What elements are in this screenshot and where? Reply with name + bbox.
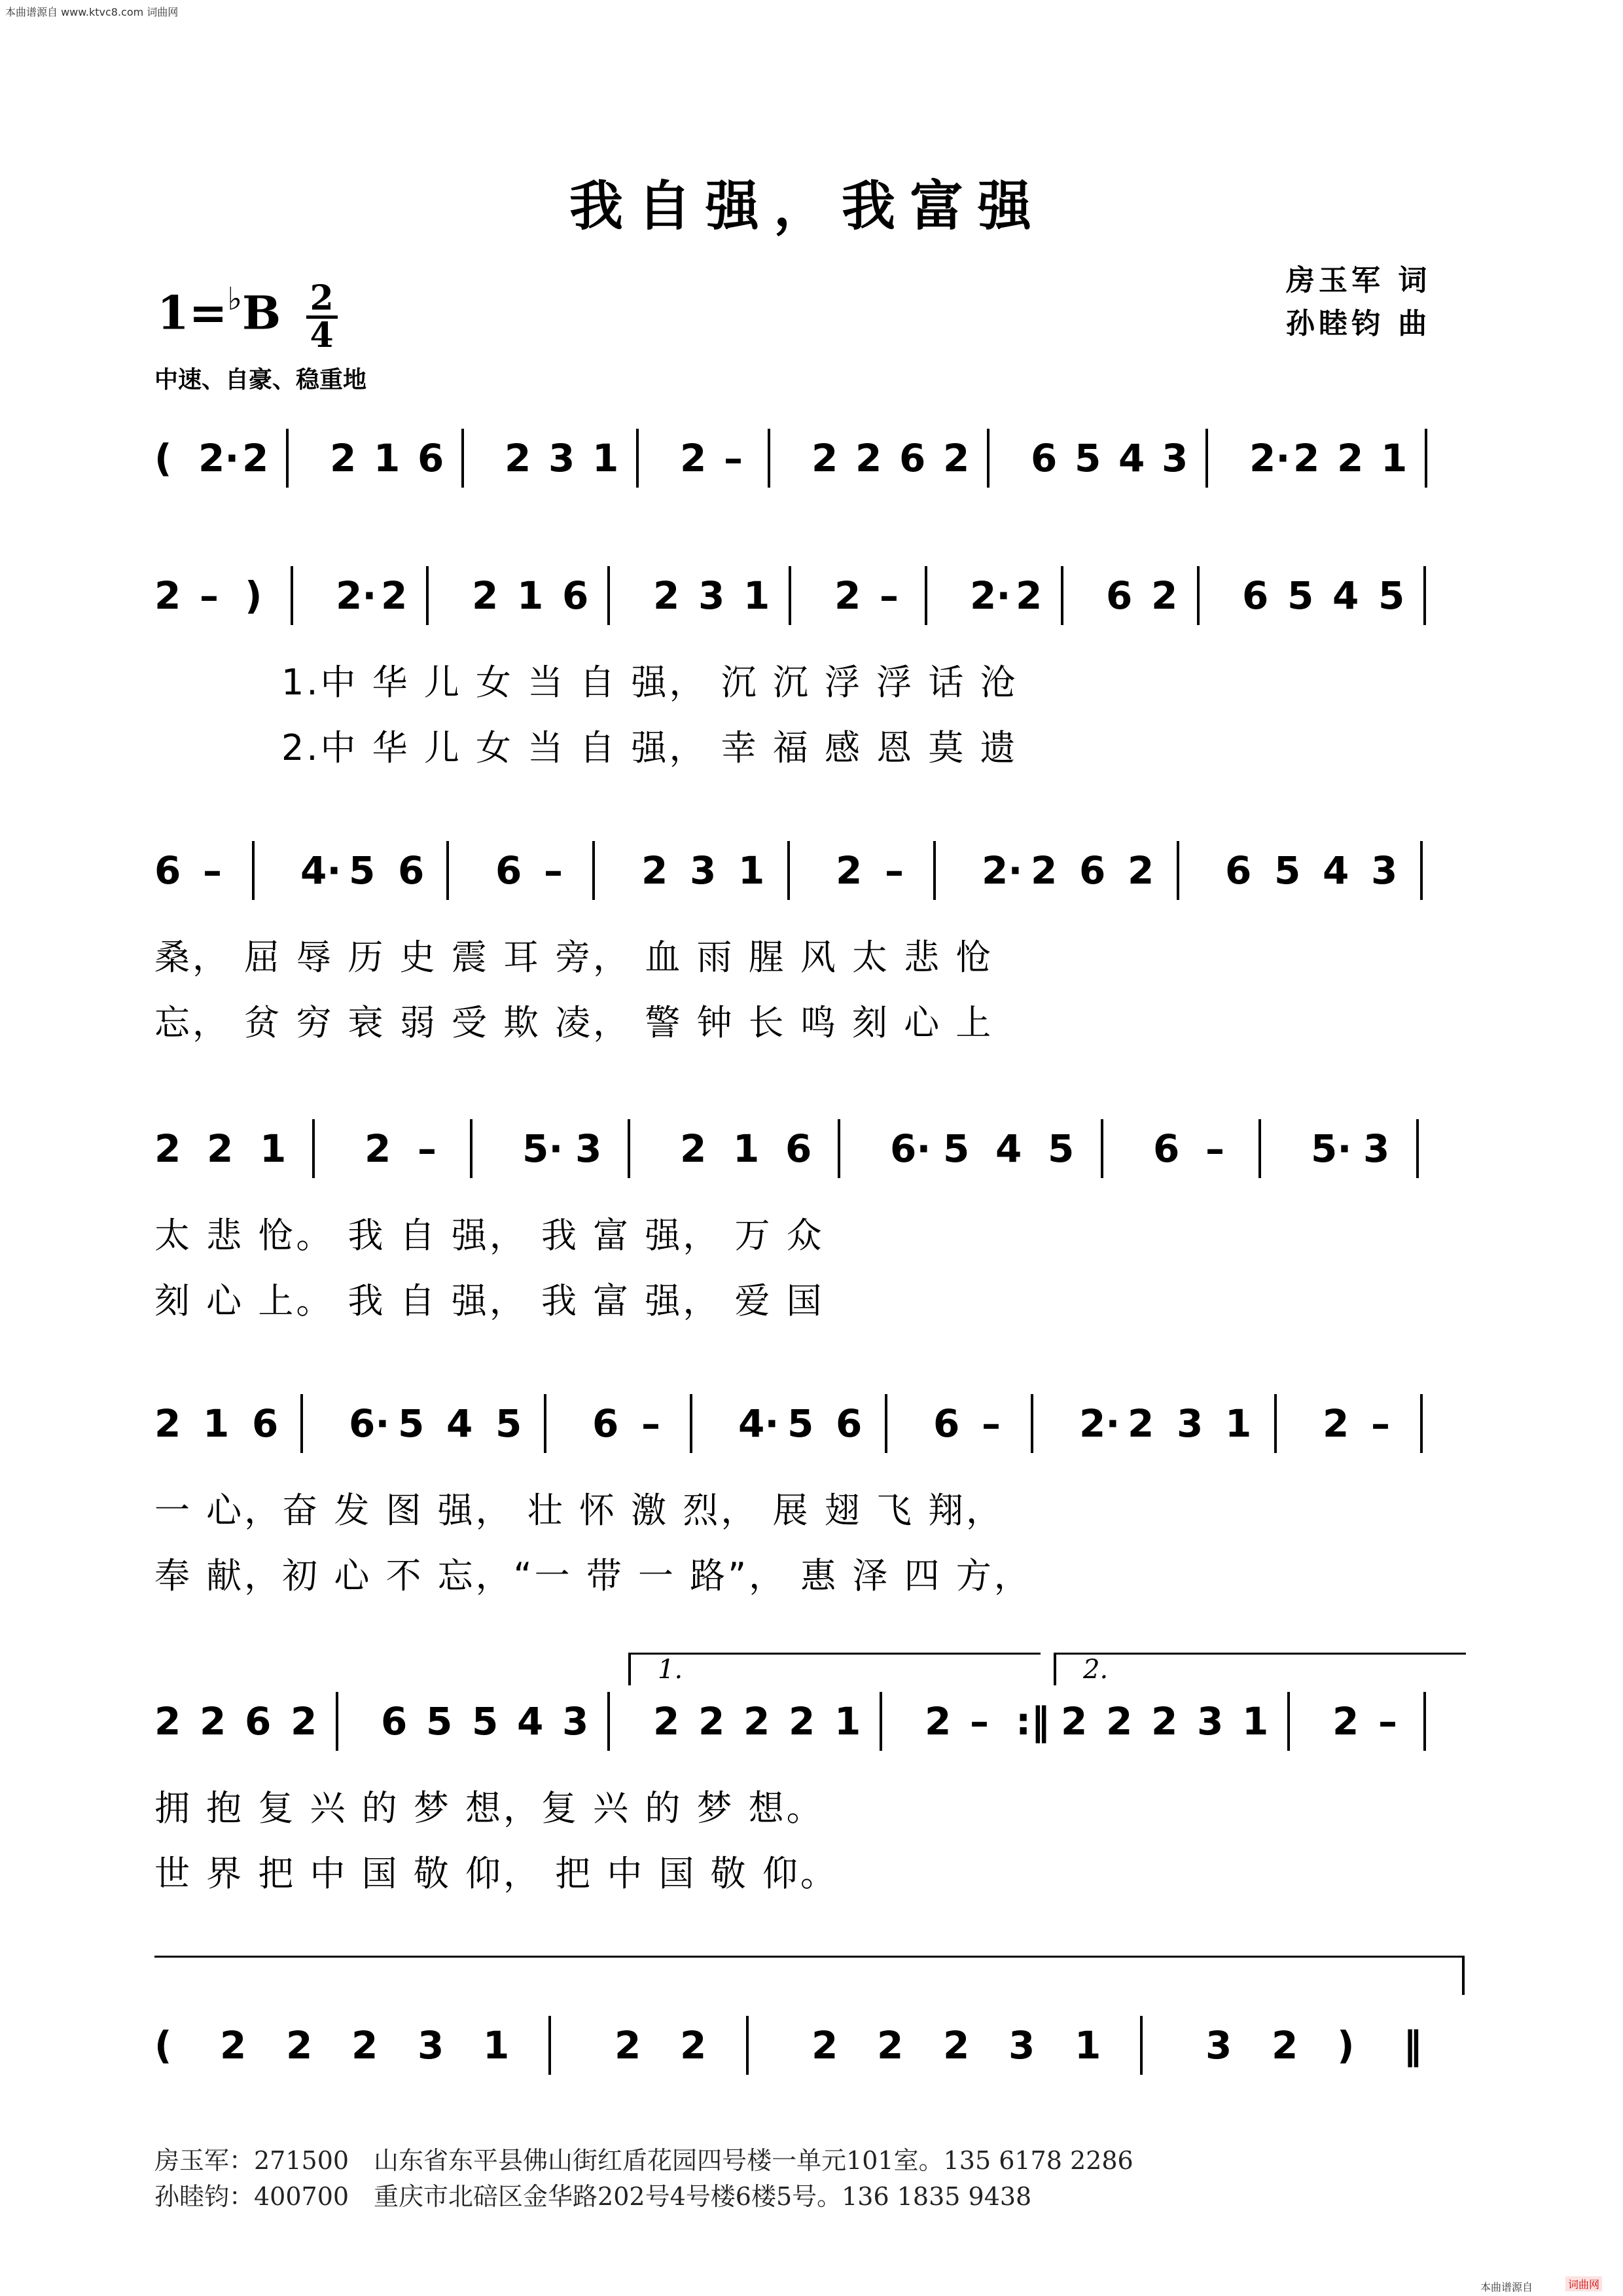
barline: [933, 841, 936, 900]
barline: [628, 1119, 630, 1178]
note-token: 4·: [300, 848, 342, 893]
note-token: 2: [1151, 573, 1178, 618]
barline: [592, 841, 595, 900]
note-token: 2: [680, 2023, 707, 2068]
note-token: 3: [1197, 1699, 1224, 1744]
barline: [1140, 2016, 1143, 2075]
note-token: –: [641, 1401, 660, 1446]
note-token: 2: [943, 436, 970, 480]
note-token: 2: [154, 1699, 181, 1744]
note-token: 5·: [1311, 1126, 1352, 1171]
barline: [1416, 1119, 1419, 1178]
barline: [880, 1692, 882, 1751]
barline: [1274, 1394, 1277, 1453]
barline: [1061, 566, 1063, 625]
lyric-line-2-verse-2: 忘， 贫 穷 衰 弱 受 欺 凌， 警 钟 长 鸣 刻 心 上: [154, 1002, 994, 1043]
note-token: 6: [899, 436, 926, 480]
staff-row-3: [0, 1113, 1623, 1185]
barline: [789, 566, 791, 625]
note-token: 4: [1118, 436, 1145, 480]
note-token: 2: [698, 1699, 725, 1744]
barline: [1423, 566, 1426, 625]
note-token: 1: [260, 1126, 287, 1171]
note-token: 2: [789, 1699, 815, 1744]
note-token: 3: [1205, 2023, 1232, 2068]
note-token: 2: [1151, 1699, 1178, 1744]
barline: [291, 566, 293, 625]
barline: [746, 2016, 749, 2075]
note-token: 6: [785, 1126, 812, 1171]
note-token: 2·: [970, 573, 1011, 618]
note-token: 2: [207, 1126, 234, 1171]
barline: [607, 566, 610, 625]
outro-frame-hook: [1462, 1956, 1465, 1995]
barline: [1101, 1119, 1103, 1178]
note-token: 2·: [982, 848, 1023, 893]
barline: [461, 429, 464, 488]
lyric-line-5-verse-1: 拥 抱 复 兴 的 梦 想，复 兴 的 梦 想。: [154, 1787, 825, 1829]
note-token: –: [724, 436, 743, 480]
staff-row-5: [0, 1685, 1623, 1757]
note-token: 2: [943, 2023, 970, 2068]
note-token: 2: [154, 573, 181, 618]
note-token: 2: [286, 2023, 313, 2068]
note-token: 2: [1272, 2023, 1298, 2068]
footer-line-2: 孙睦钧：400700 重庆市北碚区金华路202号4号楼6楼5号。136 1835 9438: [154, 2182, 1032, 2211]
volta-2-line: [1054, 1653, 1466, 1655]
note-token: 1: [1381, 436, 1408, 480]
note-token: 6: [252, 1401, 279, 1446]
note-token: 2: [834, 573, 861, 618]
barline: [470, 1119, 473, 1178]
note-token: 2: [1128, 1401, 1154, 1446]
note-token: 1: [738, 848, 765, 893]
note-token: 3: [1363, 1126, 1390, 1171]
note-token: 2: [1061, 1699, 1088, 1744]
volta-2-hook: [1054, 1653, 1056, 1685]
note-token: 4: [446, 1401, 473, 1446]
note-token: 2: [925, 1699, 952, 1744]
barline: [1425, 429, 1427, 488]
note-token: 2: [812, 436, 838, 480]
flat-icon: ♭: [227, 280, 242, 317]
barline: [607, 1692, 610, 1751]
note-token: 2: [653, 573, 680, 618]
note-token: 1: [733, 1126, 760, 1171]
note-token: 6: [1079, 848, 1106, 893]
barline: [1258, 1119, 1261, 1178]
barline: [300, 1394, 303, 1453]
staff-row-4: [0, 1388, 1623, 1460]
note-token: 5: [787, 1401, 814, 1446]
note-token: 2: [680, 436, 707, 480]
barline: [544, 1394, 546, 1453]
note-token: –: [970, 1699, 989, 1744]
note-token: 2: [351, 2023, 378, 2068]
staff-row-outro: [0, 2009, 1623, 2081]
note-token: 3: [1177, 1401, 1204, 1446]
barline: [252, 841, 255, 900]
note-token: –: [200, 573, 219, 618]
note-token: 6: [398, 848, 425, 893]
note-token: (: [154, 436, 172, 480]
note-token: 2: [1128, 848, 1154, 893]
note-token: –: [203, 848, 222, 893]
note-token: 6: [1031, 436, 1058, 480]
outro-frame-line: [154, 1956, 1463, 1958]
barline: [286, 429, 289, 488]
note-token: –: [1378, 1699, 1397, 1744]
note-token: 6: [933, 1401, 960, 1446]
volta-1-line: [628, 1653, 1041, 1655]
note-token: –: [885, 848, 904, 893]
note-token: 6: [1225, 848, 1252, 893]
note-token: 2: [242, 436, 269, 480]
note-token: 5: [1048, 1126, 1075, 1171]
note-token: 4: [517, 1699, 544, 1744]
note-token: 2: [154, 1401, 181, 1446]
note-token: 5: [472, 1699, 499, 1744]
barline: [312, 1119, 315, 1178]
note-token: 2: [220, 2023, 247, 2068]
note-token: –: [880, 573, 899, 618]
barline: [768, 429, 770, 488]
note-token: ): [1337, 2023, 1355, 2068]
note-token: 3: [562, 1699, 589, 1744]
note-token: 2: [1332, 1699, 1359, 1744]
note-token: :‖: [1016, 1699, 1050, 1744]
staff-row-2: [0, 834, 1623, 906]
note-token: 6: [1106, 573, 1133, 618]
time-numerator: 2: [306, 281, 338, 319]
note-token: 5: [1378, 573, 1405, 618]
note-token: 6·: [349, 1401, 390, 1446]
note-token: 2·: [336, 573, 377, 618]
staff-row-intro: [0, 422, 1623, 494]
footer-line-1: 房玉军：271500 山东省东平县佛山街红盾花园四号楼一单元101室。135 6178 2286: [154, 2146, 1133, 2175]
barline: [1420, 841, 1423, 900]
note-token: 2: [812, 2023, 838, 2068]
note-token: 2·: [1249, 436, 1291, 480]
note-token: 2: [743, 1699, 770, 1744]
note-token: 1: [203, 1401, 230, 1446]
note-token: 6: [836, 1401, 863, 1446]
note-token: 2: [855, 436, 882, 480]
staff-row-1: [0, 560, 1623, 632]
note-token: 1: [1075, 2023, 1101, 2068]
note-token: 5: [398, 1401, 425, 1446]
note-token: 2: [877, 2023, 904, 2068]
volta-2-label: 2.: [1083, 1655, 1109, 1685]
note-token: 2: [291, 1699, 317, 1744]
note-token: 6: [562, 573, 589, 618]
note-token: 6·: [890, 1126, 931, 1171]
note-token: 3: [1008, 2023, 1035, 2068]
note-token: 3: [690, 848, 717, 893]
note-token: 2·: [1079, 1401, 1120, 1446]
note-token: 3: [575, 1126, 602, 1171]
note-token: 2: [653, 1699, 680, 1744]
note-token: 2: [836, 848, 863, 893]
barline: [1423, 1692, 1426, 1751]
note-token: 2: [154, 1126, 181, 1171]
barline: [548, 2016, 551, 2075]
note-token: 2: [365, 1126, 391, 1171]
note-token: 4: [995, 1126, 1022, 1171]
note-token: 3: [698, 573, 725, 618]
barline: [1420, 1394, 1423, 1453]
lyric-line-4-verse-2: 奉 献，初 心 不 忘，“一 带 一 路”， 惠 泽 四 方，: [154, 1555, 1032, 1596]
note-token: 2: [1106, 1699, 1133, 1744]
note-token: 5: [1287, 573, 1314, 618]
note-token: 6: [154, 848, 181, 893]
barline: [838, 1119, 840, 1178]
note-token: 6: [245, 1699, 272, 1744]
note-token: 1: [834, 1699, 861, 1744]
note-token: 3: [1371, 848, 1398, 893]
note-token: 4·: [738, 1401, 779, 1446]
note-token: 6: [592, 1401, 619, 1446]
barline: [1177, 841, 1179, 900]
note-token: 5: [426, 1699, 453, 1744]
watermark-bottom-right: 词曲网: [1565, 2276, 1602, 2291]
note-token: 5: [1274, 848, 1301, 893]
note-token: 1: [1225, 1401, 1252, 1446]
note-token: 2·: [198, 436, 240, 480]
note-token: –: [1371, 1401, 1390, 1446]
note-token: 5: [495, 1401, 522, 1446]
barline: [1205, 429, 1208, 488]
note-token: ): [245, 573, 262, 618]
barline: [336, 1692, 338, 1751]
key-note: B: [242, 285, 281, 340]
note-token: 1: [517, 573, 544, 618]
time-signature: [306, 278, 338, 355]
note-token: 6: [1153, 1126, 1180, 1171]
note-token: –: [544, 848, 563, 893]
barline: [426, 566, 429, 625]
barline: [925, 566, 927, 625]
note-token: 2: [680, 1126, 707, 1171]
barline: [1287, 1692, 1290, 1751]
note-token: 2: [641, 848, 668, 893]
note-token: 1: [1242, 1699, 1269, 1744]
lyric-line-5-verse-2: 世 界 把 中 国 敬 仰， 把 中 国 敬 仰。: [154, 1853, 838, 1894]
key-signature: [157, 278, 338, 355]
note-token: ‖: [1403, 2023, 1422, 2068]
note-token: 2: [1016, 573, 1043, 618]
lyric-line-1-verse-2: 2.中 华 儿 女 当 自 强， 幸 福 感 恩 莫 遗: [281, 727, 1018, 768]
note-token: 1: [743, 573, 770, 618]
lyric-line-1-verse-1: 1.中 华 儿 女 当 自 强， 沉 沉 浮 浮 话 沧: [281, 662, 1018, 703]
note-token: 2: [505, 436, 531, 480]
note-token: 3: [548, 436, 575, 480]
watermark-bottom-left: 本曲谱源自: [1480, 2281, 1533, 2293]
note-token: 3: [418, 2023, 444, 2068]
barline: [1197, 566, 1200, 625]
note-token: 2: [472, 573, 499, 618]
time-denominator: 4: [310, 315, 334, 355]
lyric-line-2-verse-1: 桑， 屈 辱 历 史 震 耳 旁， 血 雨 腥 风 太 悲 怆: [154, 937, 994, 978]
note-token: 5·: [522, 1126, 563, 1171]
barline: [636, 429, 639, 488]
lyricist: 房玉军 词: [1286, 264, 1431, 297]
lyric-line-3-verse-1: 太 悲 怆。 我 自 强， 我 富 强， 万 众: [154, 1215, 825, 1256]
note-token: 5: [943, 1126, 970, 1171]
note-token: 5: [1075, 436, 1101, 480]
note-token: 2: [1337, 436, 1364, 480]
barline: [446, 841, 449, 900]
barline: [690, 1394, 692, 1453]
note-token: 1: [374, 436, 401, 480]
note-token: 4: [1332, 573, 1359, 618]
note-token: 1: [592, 436, 619, 480]
volta-1-label: 1.: [658, 1655, 683, 1685]
note-token: –: [418, 1126, 437, 1171]
note-token: 1: [483, 2023, 510, 2068]
song-title: 我自强，我富强: [569, 175, 1046, 238]
note-token: 4: [1323, 848, 1349, 893]
key-prefix: 1=: [157, 285, 228, 340]
note-token: 2: [330, 436, 357, 480]
note-token: 2: [1031, 848, 1058, 893]
note-token: 2: [1323, 1401, 1349, 1446]
volta-1-hook: [628, 1653, 631, 1685]
note-token: 6: [495, 848, 522, 893]
composer: 孙睦钧 曲: [1286, 307, 1431, 340]
tempo-marking: 中速、自豪、稳重地: [154, 367, 367, 393]
note-token: 2: [1293, 436, 1320, 480]
note-token: 3: [1162, 436, 1188, 480]
note-token: –: [1205, 1126, 1224, 1171]
lyric-line-4-verse-1: 一 心，奋 发 图 强， 壮 怀 激 烈， 展 翅 飞 翔，: [154, 1490, 1004, 1531]
note-token: 6: [1242, 573, 1269, 618]
note-token: 2: [200, 1699, 226, 1744]
barline: [885, 1394, 887, 1453]
lyric-line-3-verse-2: 刻 心 上。 我 自 强， 我 富 强， 爱 国: [154, 1280, 825, 1321]
note-token: 6: [381, 1699, 408, 1744]
note-token: –: [982, 1401, 1001, 1446]
note-token: 2: [381, 573, 408, 618]
note-token: 5: [349, 848, 376, 893]
note-token: 6: [418, 436, 444, 480]
barline: [987, 429, 990, 488]
barline: [787, 841, 790, 900]
watermark-top: 本曲谱源自 www.ktvc8.com 词曲网: [5, 6, 179, 18]
barline: [1031, 1394, 1033, 1453]
note-token: 2: [615, 2023, 641, 2068]
note-token: (: [154, 2023, 172, 2068]
